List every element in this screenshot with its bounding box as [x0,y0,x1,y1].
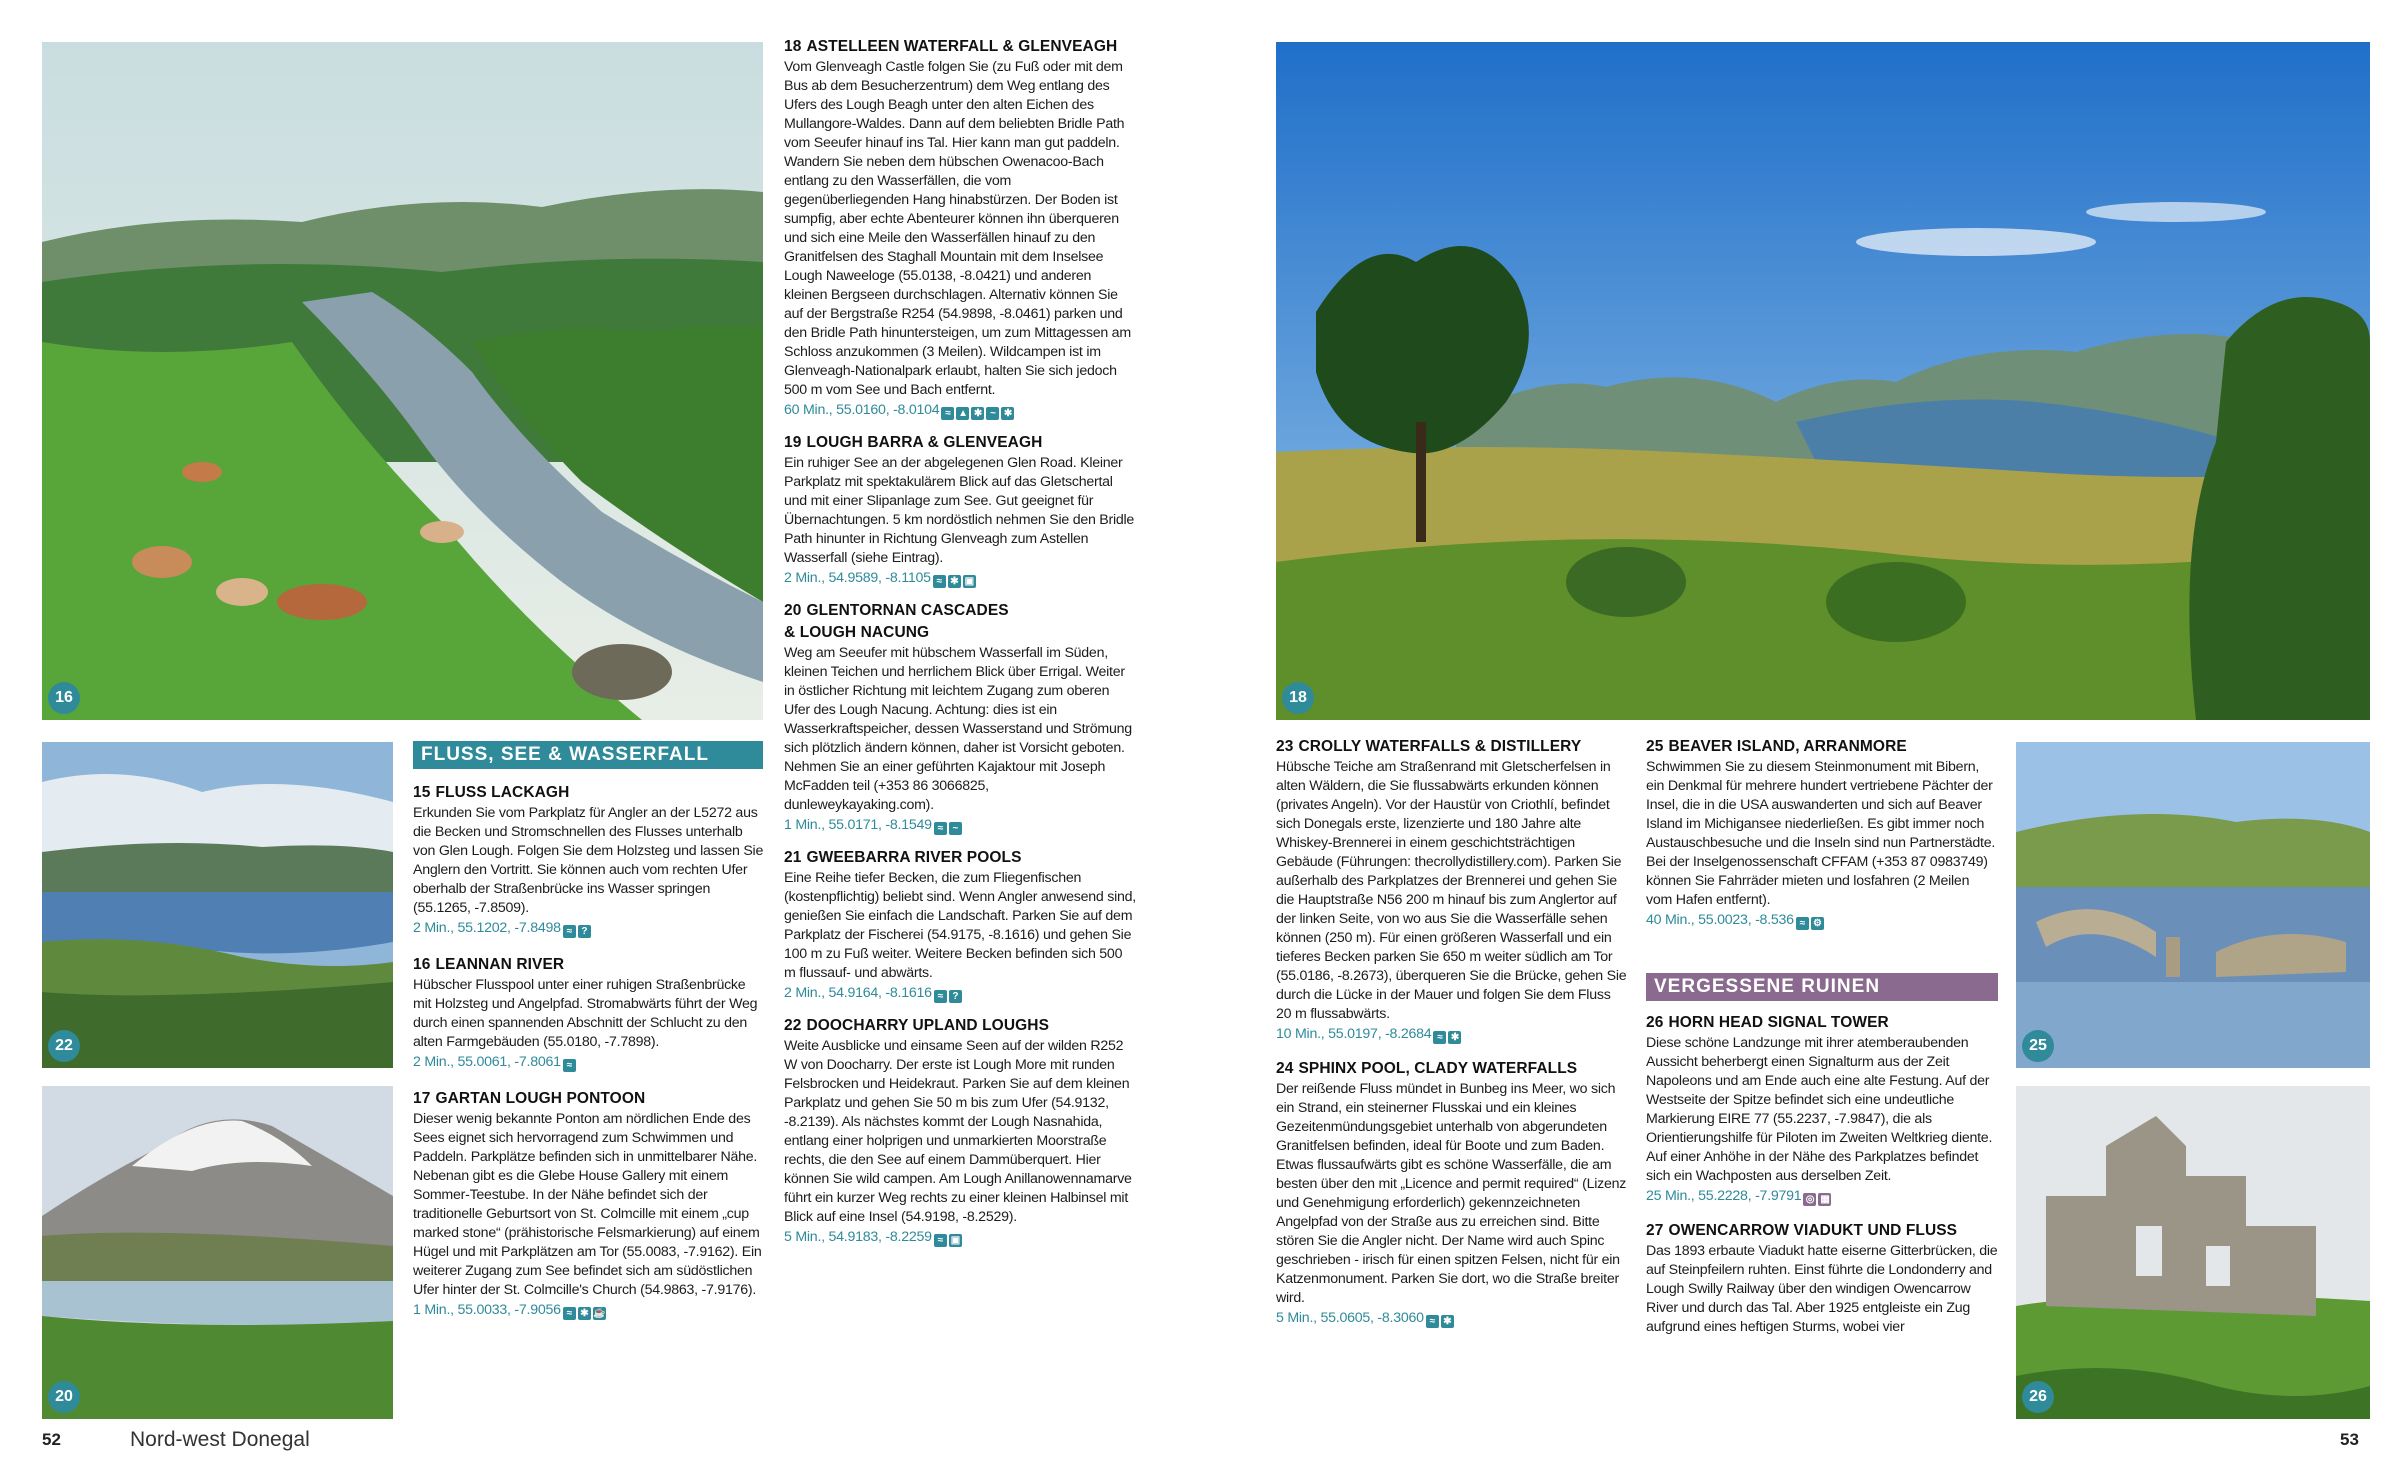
entry-number: 19 [784,434,802,451]
swim-icon: ≈ [934,990,947,1003]
photo-leannan-river-cattle [42,42,763,720]
entry-title [413,1088,765,1110]
entry-22 [784,1015,1136,1247]
swim-icon: ≈ [1796,917,1809,930]
entry-meta [784,1227,1136,1247]
swim-icon: ≈ [563,1307,576,1320]
entry-title-text: SPHINX POOL, CLADY WATERFALLS [1298,1060,1578,1077]
entry-meta-text: 2 Min., 55.1202, -7.8498 [413,920,561,936]
walk-icon: ✱ [1441,1315,1454,1328]
entry-body: Hübscher Flusspool unter einer ruhigen Straßenbrücke mit Holzsteg und Angelpfad. Stromabwärts führt der Weg durch einen spannenden Abschnitt der Schlucht zu den alten Farmgebäuden (55.0180, -7.7898). [413,977,758,1050]
entry-meta [1646,1186,1998,1206]
entry-meta-text: 5 Min., 55.0605, -8.3060 [1276,1310,1424,1326]
photo-number-badge: 20 [48,1381,80,1413]
column-entries-18-22 [784,36,1136,1247]
ruin-icon: ▦ [1820,1194,1830,1205]
entry-title-text: FLUSS LACKAGH [435,784,570,801]
cafe-icon: ☕ [593,1308,606,1319]
entry-body: Ein ruhiger See an der abgelegenen Glen Road. Kleiner Parkplatz mit spektakulärem Blick auf das Gletschertal und mit einer Slipanlage zum See. Gut geeignet für Übernachtungen. 5 km nordöstlich nehmen Sie den Bridle Path hinunter in Richtung Glenveagh zum Astellen Wasserfall (siehe Eintrag). [784,455,1135,566]
footer-region-name: Nord-west Donegal [130,1428,310,1451]
camper-icon: ▣ [950,1235,960,1246]
entry-meta-text: 10 Min., 55.0197, -8.2684 [1276,1026,1432,1042]
entry-number: 22 [784,1017,802,1034]
entry-meta [1276,1308,1628,1328]
entry-title-text: HORN HEAD SIGNAL TOWER [1668,1014,1889,1031]
entry-body: Das 1893 erbaute Viadukt hatte eiserne Gitterbrücken, die auf Steinpfeilern ruhten. Einst führte die Londonderry and Lough Swilly Railway über den windigen Owencarrow River und durch das Tal. Aber 1925 entgleiste ein Zug aufgrund eines heftigen Sturms, wobei vier [1646,1243,1998,1335]
entry-title [784,847,1136,869]
entry-title-text: GLENTORNAN CASCADES [806,602,1009,619]
column-entry-25 [1646,736,1998,930]
entry-title-text: GWEEBARRA RIVER POOLS [806,849,1022,866]
tent-icon: ▲ [958,408,968,419]
photo-glentornan-errigal [42,1086,393,1419]
entry-number: 25 [1646,738,1664,755]
entry-body: Diese schöne Landzunge mit ihrer atemberaubenden Aussicht beherbergt einen Signalturm aus der Zeit Napoleons und am Ende auch eine alte Festung. Auf der Westseite der Spitze befindet sich eine undeutliche Markierung EIRE 77 (55.2237, -7.9847), die als Orientierungshilfe für Piloten im Zweiten Weltkrieg diente. Auf einer Anhöhe in der Nähe des Parkplatzes befindet sich ein Wachposten aus derselben Zeit. [1646,1035,1993,1184]
section-header-river-lake-waterfall: FLUSS, SEE & WASSERFALL [413,741,763,769]
info-icon: ? [578,925,591,938]
entry-number: 21 [784,849,802,866]
entry-body: Erkunden Sie vom Parkplatz für Angler an der L5272 aus die Becken und Stromschnellen des Flusses unterhalb von Glen Lough. Folgen Sie dem Holzsteg und lassen Sie Anglern den Vortritt. Sie können auch vom rechten Ufer oberhalb der Straßenbrücke ins Wasser springen (55.1265, -7.8509). [413,805,764,916]
swim-icon: ≈ [934,1234,947,1247]
photo-number-badge: 22 [48,1030,80,1062]
camper-icon: ▣ [964,576,974,587]
entry-title-text: CROLLY WATERFALLS & DISTILLERY [1298,738,1582,755]
entry-title-text-line2: & LOUGH NACUNG [784,624,930,641]
entry-meta-text: 5 Min., 54.9183, -8.2259 [784,1229,932,1245]
entry-title-text: LEANNAN RIVER [435,956,565,973]
section-header-forgotten-ruins: VERGESSENE RUINEN [1646,973,1998,1001]
column-entries-23-24 [1276,736,1628,1328]
swim-icon: ≈ [1433,1031,1446,1044]
entry-body: Weg am Seeufer mit hübschem Wasserfall im Süden, kleinen Teichen und herrlichem Blick über Errigal. Weiter in östlicher Richtung mit leichtem Zugang zum oberen Ufer des Lough Nacung. Achtung: dies ist ein Wasserkraftspeicher, dessen Wasserstand und Strömung sich plötzlich ändern können, daher ist Vorsicht geboten. Nehmen Sie an einer geführten Kajaktour mit Joseph McFadden teil (+353 86 3066825, dunleweykayaking.com). [784,645,1132,813]
bike-icon: ⚙ [1811,917,1824,930]
canoe-icon: ~ [986,407,999,420]
entry-25 [1646,736,1998,930]
entry-body: Eine Reihe tiefer Becken, die zum Fliegenfischen (kostenpflichtig) beliebt sind. Wenn Angler anwesend sind, genießen Sie einfach die Landschaft. Parken Sie auf dem Parkplatz der Fischerei (54.9175, -8.1616) und gehen Sie 100 m zu Fuß weiter. Weitere Becken befinden sich 500 m flussauf- und abwärts. [784,870,1136,981]
walk-icon: ✱ [1448,1031,1461,1044]
entry-body: Dieser wenig bekannte Ponton am nördlichen Ende des Sees eignet sich hervorragend zum Schwimmen und Paddeln. Parkplätze befinden sich in unmittelbarer Nähe. Nebenan gibt es die Glebe House Gallery mit einem Sommer-Teestube. In der Nähe befindet sich der traditionelle Geburtsort von St. Colmcille mit einem „cup marked stone“ (prähistorische Felsmarkierung) auf einem Hügel und mit Parkplätzen am Tor (55.0083, -7.9162). Ein weiterer Zugang zum See befindet sich am südöstlichen Ufer hinter der St. Colmcille's Church (54.9863, -7.9176). [413,1111,762,1298]
entry-meta [784,568,1136,588]
entry-title [1646,736,1998,758]
entry-number: 23 [1276,738,1294,755]
swim-icon: ≈ [933,575,946,588]
entry-17 [413,1088,765,1320]
entry-meta [784,983,1136,1003]
entry-body: Weite Ausblicke und einsame Seen auf der wilden R252 W von Doocharry. Der erste ist Lough More mit runden Felsbrocken und Heidekraut. Parken Sie auf dem kleinen Parkplatz und gehen Sie 50 m bis zum Ufer (54.9132, -8.2139). Als nächstes kommt der Lough Nasnahida, entlang einer holprigen und unmarkierten Moorstraße rechts, die den See auf einem Dammüberquert. Hier können Sie wild campen. Am Lough Anillanowennamarve führt ein kurzer Weg rechts zu einer kleinen Halbinsel mit Blick auf eine Insel (54.9198, -8.2529). [784,1038,1132,1225]
canoe-icon: ~ [949,822,962,835]
hike-icon: ✱ [1001,407,1014,420]
entry-title [784,600,1136,644]
entry-15 [413,782,765,938]
photo-number-badge: 25 [2022,1030,2054,1062]
entry-16 [413,954,765,1072]
entry-title [1646,1012,1998,1034]
photo-number-badge: 16 [48,682,80,714]
entry-number: 26 [1646,1014,1664,1031]
photo-doocharry-upland-lough [42,742,393,1068]
entry-body: Vom Glenveagh Castle folgen Sie (zu Fuß oder mit dem Bus ab dem Besucherzentrum) dem Weg entlang des Ufers des Lough Beagh unter den alten Eichen des Mullangore-Waldes. Dann auf dem beliebten Bridle Path vom Seeufer hinauf ins Tal. Hier kann man gut paddeln. Wandern Sie neben dem hübschen Owenacoo-Bach entlang zu den Wasserfällen, die vom gegenüberliegenden Hang hinabstürzen. Der Boden ist sumpfig, aber echte Abenteurer können ihn überqueren und sich eine Meile den Wasserfällen hinauf zu den Granitfelsen des Staghall Mountain mit dem Inselsee Lough Naweeloge (55.0138, -8.0421) und anderen kleinen Bergseen durchschlagen. Alternativ können Sie auf der Bergstraße R254 (54.9898, -8.0461) parken und den Bridle Path hinuntersteigen, um zum Mittagessen am Schloss anzukommen (3 Meilen). Wildcampen ist im Glenveagh-Nationalpark erlaubt, halten Sie sich jedoch 500 m vom See und Bach entfernt. [784,59,1131,398]
swim-icon: ≈ [934,822,947,835]
entry-title [1276,1058,1628,1080]
column-entries-26-27 [1646,1012,1998,1337]
photo-number-badge: 26 [2022,1381,2054,1413]
photo-beaver-island-monument [2016,742,2370,1068]
entry-number: 16 [413,956,431,973]
entry-27 [1646,1220,1998,1337]
entry-title [413,954,765,976]
entry-meta [413,1300,765,1320]
entry-title [1276,736,1628,758]
entry-meta-text: 2 Min., 54.9589, -8.1105 [784,570,931,586]
entry-18 [784,36,1136,420]
entry-meta-text: 25 Min., 55.2228, -7.9791 [1646,1188,1802,1204]
entry-20 [784,600,1136,835]
photo-horn-head-ruin [2016,1086,2370,1419]
swim-icon: ≈ [1426,1315,1439,1328]
entry-meta-text: 1 Min., 55.0171, -8.1549 [784,817,932,833]
entry-title [784,432,1136,454]
entry-title [784,1015,1136,1037]
entry-meta [784,815,1136,835]
entry-meta [413,918,765,938]
swim-icon: ≈ [563,925,576,938]
entry-title-text: ASTELLEEN WATERFALL & GLENVEAGH [806,38,1118,55]
entry-meta-text: 40 Min., 55.0023, -8.536 [1646,912,1794,928]
photo-glenveagh-valley [1276,42,2370,720]
entry-meta-text: 1 Min., 55.0033, -7.9056 [413,1302,561,1318]
entry-title [1646,1220,1998,1242]
swim-icon: ≈ [941,407,954,420]
entry-meta-text: 2 Min., 55.0061, -7.8061 [413,1054,561,1070]
walk-icon: ✱ [971,407,984,420]
entry-title-text: DOOCHARRY UPLAND LOUGHS [806,1017,1050,1034]
entry-meta [413,1052,765,1072]
entry-21 [784,847,1136,1003]
entry-23 [1276,736,1628,1044]
entry-number: 20 [784,602,802,619]
entry-number: 15 [413,784,431,801]
info-icon: ? [949,990,962,1003]
entry-body: Der reißende Fluss mündet in Bunbeg ins Meer, wo sich ein Strand, ein steinerner Flusskai und ein kleines Gezeitenmündungsgebiet unterhalb von abgerundeten Granitfelsen befinden, ideal für Boote und zum Baden. Etwas flussaufwärts gibt es schöne Wasserfälle, die am besten über den mit „Licence and permit required“ (Lizenz und Genehmigung erforderlich) gekennzeichneten Angelpfad von der Straße aus zu erreichen sind. Bitte stören Sie die Angler nicht. Der Name wird auch Spinc geschrieben - irisch für einen spitzen Felsen, nicht für ein Katzenmonument. Parken Sie dort, wo die Straße breiter wird. [1276,1081,1627,1306]
entry-title-text: OWENCARROW VIADUKT UND FLUSS [1668,1222,1958,1239]
footer-right-page-number: 53 [2340,1430,2359,1449]
entry-meta-text: 2 Min., 54.9164, -8.1616 [784,985,932,1001]
entry-number: 18 [784,38,802,55]
entry-number: 17 [413,1090,431,1107]
entry-meta [1646,910,1998,930]
photo-number-badge: 18 [1282,682,1314,714]
entry-title-text: BEAVER ISLAND, ARRANMORE [1668,738,1907,755]
footer-left-page-number: 52 [42,1430,61,1449]
column-entries-15-17 [413,782,765,1320]
walk-icon: ✱ [578,1307,591,1320]
entry-19 [784,432,1136,588]
entry-26 [1646,1012,1998,1206]
entry-number: 24 [1276,1060,1294,1077]
entry-title [784,36,1136,58]
entry-meta-text: 60 Min., 55.0160, -8.0104 [784,402,940,418]
entry-title-text: LOUGH BARRA & GLENVEAGH [806,434,1043,451]
walk-icon: ✱ [948,575,961,588]
entry-meta [1276,1024,1628,1044]
entry-body: Schwimmen Sie zu diesem Steinmonument mit Bibern, ein Denkmal für mehrere hundert vertriebene Pächter der Insel, die in die USA auswanderten und sich auf Beaver Island im Michigansee niederließen. Es gibt immer noch Austauschbesuche und die Inseln sind nun Partnerstädte. Bei der Inselgenossenschaft CFFAM (+353 87 0983749) können Sie Fahrräder mieten und losfahren (2 Meilen vom Hafen entfernt). [1646,759,1996,908]
entry-title [413,782,765,804]
entry-body: Hübsche Teiche am Straßenrand mit Gletscherfelsen in alten Wäldern, die Sie flussabwärts erkunden können (privates Angeln). Vor der Haustür von Criothlí, befindet sich Donegals erste, lizenzierte und 180 Jahre alte Whiskey-Brennerei in einem geschichtsträchtigen Gebäude (Führungen: thecrollydistillery.com). Parken Sie außerhalb des Parkplatzes der Brennerei und gehen Sie die Hauptstraße N56 200 m hinauf bis zum Anglertor auf der linken Seite, von wo aus Sie die Wasserfälle sehen können (250 m). Für einen größeren Wasserfall und ein tieferes Becken parken Sie 650 m weiter südlich am Tor (55.0186, -8.2673), überqueren Sie die Brücke, gehen Sie durch die Lücke in der Mauer und folgen Sie dem Fluss 20 m flussabwärts. [1276,759,1627,1022]
entry-meta [784,400,1136,420]
entry-number: 27 [1646,1222,1664,1239]
swim-icon: ≈ [563,1059,576,1072]
viewpoint-icon: ◎ [1803,1193,1816,1206]
entry-title-text: GARTAN LOUGH PONTOON [435,1090,646,1107]
entry-24 [1276,1058,1628,1328]
